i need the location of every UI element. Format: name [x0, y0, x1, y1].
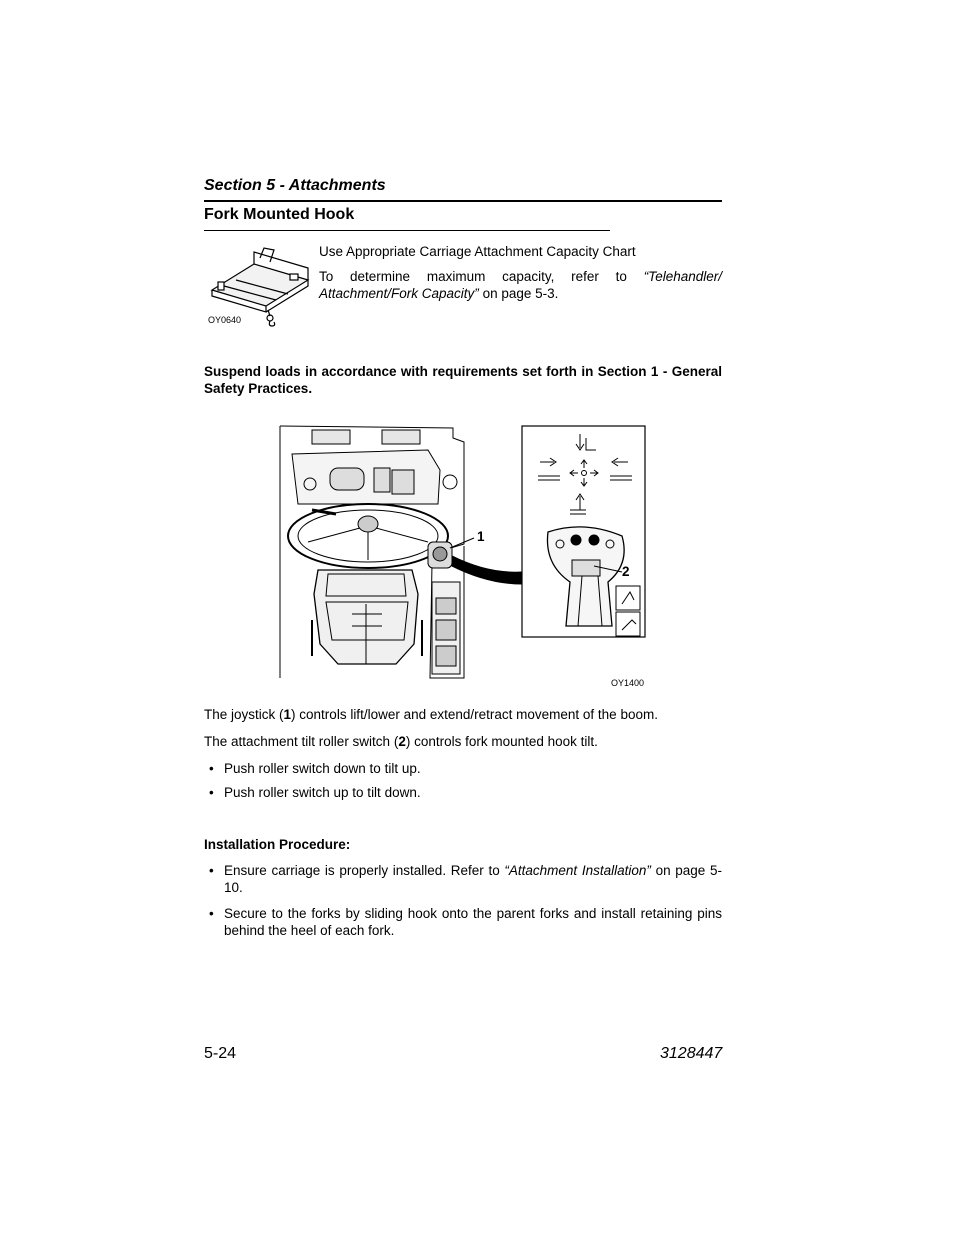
callout-joystick: 1: [477, 529, 485, 544]
figure-code-oy1400: OY1400: [611, 678, 645, 688]
figure-code-oy0640: OY0640: [208, 315, 242, 325]
installation-step-2: • Secure to the forks by sliding hook onto the parent forks and install retaining pins behind the heel of each fork.: [204, 905, 722, 939]
callout-tilt-switch: 2: [622, 564, 630, 579]
subsection-title: Fork Mounted Hook: [204, 206, 355, 223]
cab-controls-figure: [278, 424, 648, 692]
page-number: 5-24: [204, 1045, 237, 1062]
capacity-reference-paragraph: To determine maximum capacity, refer to “Telehandler/ Attachment/Fork Capacity” on page 5-3.: [319, 269, 722, 301]
tilt-switch-description: The attachment tilt roller switch (2) controls fork mounted hook tilt.: [204, 734, 598, 749]
joystick-description: The joystick (1) controls lift/lower and extend/retract movement of the boom.: [204, 707, 658, 722]
bullet-tilt-up: • Push roller switch down to tilt up.: [204, 760, 421, 777]
section-title: Section 5 - Attachments: [204, 177, 386, 194]
bullet-tilt-down: • Push roller switch up to tilt down.: [204, 784, 421, 801]
document-number: 3128447: [660, 1045, 723, 1062]
safety-warning: Suspend loads in accordance with requirements set forth in Section 1 - General Safety Practices.: [204, 364, 722, 396]
capacity-chart-reference: “Telehandler/ Attachment/Fork Capacity”: [319, 269, 722, 301]
attachment-installation-reference: “Attachment Installation”: [504, 863, 651, 878]
section-divider: [204, 200, 722, 202]
installation-step-1: • Ensure carriage is properly installed. Refer to “Attachment Installation” on page 5-10.: [204, 862, 722, 896]
capacity-chart-note: Use Appropriate Carriage Attachment Capacity Chart: [319, 244, 636, 259]
installation-heading: Installation Procedure:: [204, 837, 351, 852]
subsection-divider: [204, 230, 610, 231]
